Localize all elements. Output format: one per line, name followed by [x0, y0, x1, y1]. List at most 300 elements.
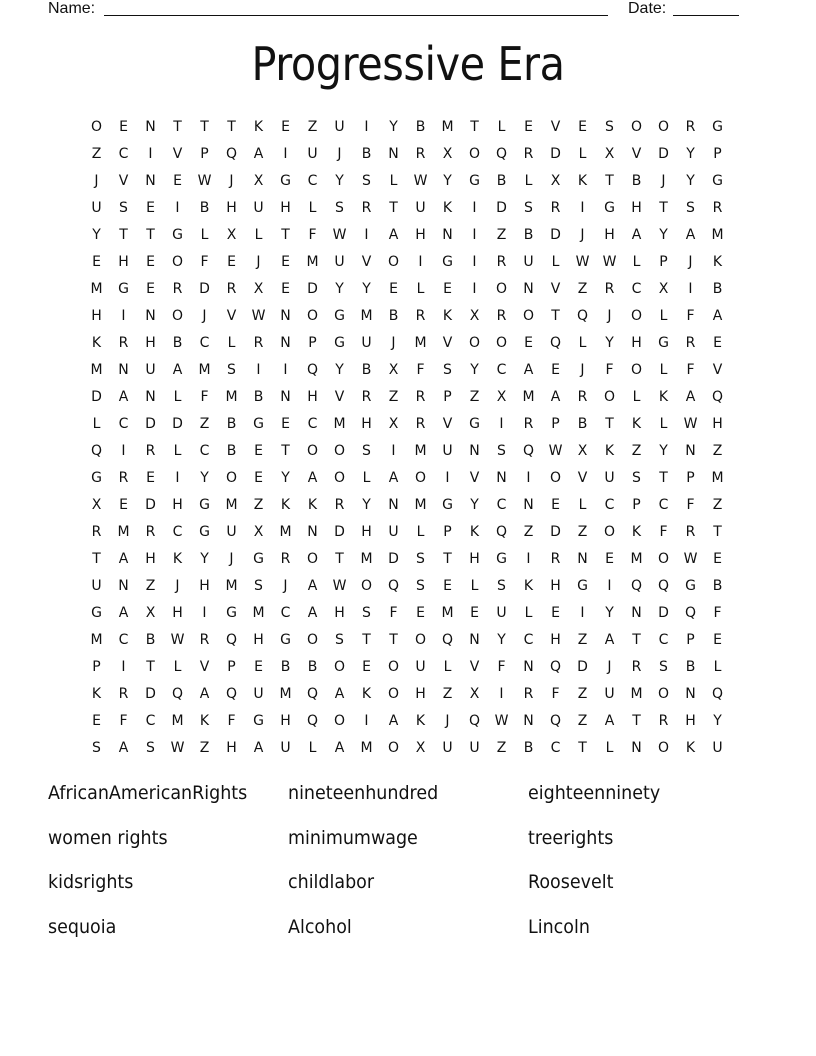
grid-letter[interactable]: R: [550, 199, 561, 216]
grid-letter[interactable]: O: [495, 334, 508, 351]
grid-letter[interactable]: N: [685, 442, 696, 459]
grid-letter[interactable]: U: [442, 442, 453, 459]
grid-letter[interactable]: O: [657, 550, 670, 567]
grid-letter[interactable]: U: [442, 739, 453, 756]
grid-letter[interactable]: H: [631, 199, 642, 216]
grid-letter[interactable]: H: [172, 604, 183, 621]
grid-letter[interactable]: V: [334, 388, 345, 405]
grid-letter[interactable]: M: [360, 307, 373, 324]
grid-letter[interactable]: S: [362, 172, 371, 189]
grid-letter[interactable]: M: [225, 577, 238, 594]
grid-letter[interactable]: D: [91, 388, 102, 405]
grid-letter[interactable]: Z: [631, 442, 642, 459]
grid-letter[interactable]: R: [361, 199, 372, 216]
grid-letter[interactable]: K: [523, 577, 534, 594]
grid-letter[interactable]: F: [200, 253, 209, 270]
grid-letter[interactable]: T: [632, 631, 641, 648]
grid-letter[interactable]: O: [468, 334, 481, 351]
grid-letter[interactable]: V: [199, 658, 210, 675]
grid-letter[interactable]: T: [146, 226, 155, 243]
grid-letter[interactable]: I: [472, 199, 477, 216]
grid-letter[interactable]: Q: [684, 604, 697, 621]
grid-letter[interactable]: Y: [335, 361, 344, 378]
grid-letter[interactable]: Z: [469, 388, 480, 405]
grid-letter[interactable]: R: [145, 523, 156, 540]
grid-letter[interactable]: O: [333, 442, 346, 459]
grid-letter[interactable]: T: [659, 199, 668, 216]
grid-letter[interactable]: Q: [468, 712, 481, 729]
grid-letter[interactable]: Z: [253, 496, 264, 513]
grid-letter[interactable]: Y: [335, 172, 344, 189]
grid-letter[interactable]: R: [523, 145, 534, 162]
grid-letter[interactable]: U: [280, 739, 291, 756]
grid-letter[interactable]: L: [605, 739, 614, 756]
grid-letter[interactable]: D: [145, 415, 156, 432]
word-search-grid[interactable]: [83, 113, 731, 761]
grid-letter[interactable]: Q: [441, 631, 454, 648]
grid-letter[interactable]: Y: [497, 631, 506, 648]
grid-letter[interactable]: R: [631, 658, 642, 675]
grid-letter[interactable]: D: [550, 145, 561, 162]
grid-letter[interactable]: N: [685, 685, 696, 702]
grid-letter[interactable]: U: [415, 658, 426, 675]
grid-letter[interactable]: Y: [659, 226, 668, 243]
grid-letter[interactable]: L: [470, 577, 479, 594]
grid-letter[interactable]: M: [414, 442, 427, 459]
grid-letter[interactable]: C: [658, 496, 669, 513]
grid-letter[interactable]: J: [580, 361, 585, 378]
grid-letter[interactable]: M: [117, 523, 130, 540]
grid-letter[interactable]: B: [415, 118, 426, 135]
grid-letter[interactable]: X: [91, 496, 102, 513]
grid-letter[interactable]: L: [227, 334, 236, 351]
grid-letter[interactable]: U: [253, 199, 264, 216]
grid-letter[interactable]: S: [254, 577, 263, 594]
grid-letter[interactable]: O: [387, 739, 400, 756]
grid-letter[interactable]: R: [415, 415, 426, 432]
grid-letter[interactable]: R: [712, 199, 723, 216]
grid-letter[interactable]: Z: [577, 631, 588, 648]
grid-letter[interactable]: I: [148, 145, 153, 162]
grid-letter[interactable]: O: [306, 631, 319, 648]
grid-letter[interactable]: V: [550, 118, 561, 135]
grid-letter[interactable]: E: [416, 604, 425, 621]
grid-letter[interactable]: N: [307, 523, 318, 540]
grid-letter[interactable]: E: [254, 469, 263, 486]
grid-letter[interactable]: C: [307, 172, 318, 189]
grid-letter[interactable]: Y: [686, 172, 695, 189]
grid-letter[interactable]: A: [604, 631, 615, 648]
grid-letter[interactable]: V: [118, 172, 129, 189]
grid-letter[interactable]: N: [118, 577, 129, 594]
grid-letter[interactable]: O: [225, 469, 238, 486]
grid-letter[interactable]: T: [200, 118, 209, 135]
grid-letter[interactable]: D: [145, 496, 156, 513]
grid-letter[interactable]: C: [145, 712, 156, 729]
grid-letter[interactable]: U: [469, 739, 480, 756]
grid-letter[interactable]: J: [175, 577, 180, 594]
grid-letter[interactable]: H: [550, 577, 561, 594]
grid-letter[interactable]: G: [712, 172, 723, 189]
grid-letter[interactable]: S: [632, 469, 641, 486]
grid-letter[interactable]: Q: [549, 334, 562, 351]
grid-letter[interactable]: H: [253, 631, 264, 648]
grid-letter[interactable]: J: [607, 307, 612, 324]
grid-letter[interactable]: F: [200, 388, 209, 405]
grid-letter[interactable]: Y: [713, 712, 722, 729]
grid-letter[interactable]: W: [575, 253, 590, 270]
grid-letter[interactable]: N: [577, 550, 588, 567]
grid-letter[interactable]: Z: [577, 712, 588, 729]
grid-letter[interactable]: V: [469, 658, 480, 675]
grid-letter[interactable]: T: [659, 469, 668, 486]
grid-letter[interactable]: V: [712, 361, 723, 378]
grid-letter[interactable]: Q: [306, 361, 319, 378]
grid-letter[interactable]: Q: [387, 577, 400, 594]
grid-letter[interactable]: U: [145, 361, 156, 378]
grid-letter[interactable]: Y: [335, 280, 344, 297]
grid-letter[interactable]: G: [604, 199, 615, 216]
grid-letter[interactable]: G: [442, 253, 453, 270]
grid-letter[interactable]: E: [146, 253, 155, 270]
grid-letter[interactable]: S: [119, 199, 128, 216]
grid-letter[interactable]: T: [605, 415, 614, 432]
grid-letter[interactable]: D: [388, 550, 399, 567]
grid-letter[interactable]: Z: [496, 226, 507, 243]
grid-letter[interactable]: P: [713, 145, 722, 162]
grid-letter[interactable]: X: [253, 280, 264, 297]
grid-letter[interactable]: R: [658, 712, 669, 729]
grid-letter[interactable]: M: [441, 604, 454, 621]
grid-letter[interactable]: H: [145, 550, 156, 567]
grid-letter[interactable]: G: [496, 550, 507, 567]
grid-letter[interactable]: E: [281, 280, 290, 297]
grid-letter[interactable]: R: [118, 334, 129, 351]
grid-letter[interactable]: L: [308, 199, 317, 216]
grid-letter[interactable]: N: [631, 604, 642, 621]
grid-letter[interactable]: W: [197, 172, 212, 189]
grid-letter[interactable]: A: [307, 577, 318, 594]
grid-letter[interactable]: A: [388, 226, 399, 243]
grid-letter[interactable]: G: [91, 469, 102, 486]
grid-letter[interactable]: T: [389, 199, 398, 216]
grid-letter[interactable]: M: [441, 118, 454, 135]
grid-letter[interactable]: B: [523, 739, 534, 756]
grid-letter[interactable]: O: [603, 523, 616, 540]
grid-letter[interactable]: R: [253, 334, 264, 351]
grid-letter[interactable]: F: [119, 712, 128, 729]
grid-letter[interactable]: E: [713, 550, 722, 567]
grid-letter[interactable]: L: [524, 172, 533, 189]
grid-letter[interactable]: I: [472, 226, 477, 243]
grid-letter[interactable]: B: [280, 658, 291, 675]
grid-letter[interactable]: C: [658, 631, 669, 648]
grid-letter[interactable]: J: [202, 307, 207, 324]
grid-letter[interactable]: M: [279, 685, 292, 702]
grid-letter[interactable]: Z: [496, 739, 507, 756]
grid-letter[interactable]: Y: [362, 280, 371, 297]
grid-letter[interactable]: S: [659, 658, 668, 675]
grid-letter[interactable]: E: [389, 280, 398, 297]
grid-letter[interactable]: T: [578, 739, 587, 756]
grid-letter[interactable]: Y: [470, 496, 479, 513]
grid-letter[interactable]: E: [551, 604, 560, 621]
grid-letter[interactable]: J: [229, 172, 234, 189]
grid-letter[interactable]: K: [631, 415, 642, 432]
grid-letter[interactable]: X: [496, 388, 507, 405]
grid-letter[interactable]: O: [657, 118, 670, 135]
grid-letter[interactable]: L: [254, 226, 263, 243]
grid-letter[interactable]: T: [605, 172, 614, 189]
grid-letter[interactable]: W: [602, 253, 617, 270]
grid-letter[interactable]: P: [308, 334, 317, 351]
grid-letter[interactable]: G: [253, 550, 264, 567]
grid-letter[interactable]: B: [172, 334, 183, 351]
grid-letter[interactable]: I: [688, 280, 693, 297]
grid-letter[interactable]: Y: [389, 118, 398, 135]
grid-letter[interactable]: K: [469, 523, 480, 540]
grid-letter[interactable]: P: [551, 415, 560, 432]
grid-letter[interactable]: R: [523, 685, 534, 702]
grid-letter[interactable]: I: [175, 469, 180, 486]
grid-letter[interactable]: A: [712, 307, 723, 324]
grid-letter[interactable]: L: [524, 604, 533, 621]
grid-letter[interactable]: E: [551, 361, 560, 378]
grid-letter[interactable]: E: [524, 334, 533, 351]
grid-letter[interactable]: V: [469, 469, 480, 486]
grid-letter[interactable]: Q: [576, 307, 589, 324]
grid-letter[interactable]: P: [632, 496, 641, 513]
grid-letter[interactable]: R: [496, 307, 507, 324]
grid-letter[interactable]: J: [94, 172, 99, 189]
grid-letter[interactable]: Q: [711, 685, 724, 702]
grid-letter[interactable]: Q: [306, 685, 319, 702]
grid-letter[interactable]: G: [253, 712, 264, 729]
grid-letter[interactable]: W: [683, 415, 698, 432]
grid-letter[interactable]: Q: [225, 631, 238, 648]
grid-letter[interactable]: A: [118, 388, 129, 405]
grid-letter[interactable]: C: [118, 145, 129, 162]
grid-letter[interactable]: N: [145, 388, 156, 405]
grid-letter[interactable]: X: [253, 172, 264, 189]
grid-letter[interactable]: T: [281, 226, 290, 243]
grid-letter[interactable]: R: [334, 496, 345, 513]
grid-letter[interactable]: Q: [171, 685, 184, 702]
grid-letter[interactable]: O: [333, 469, 346, 486]
grid-letter[interactable]: K: [253, 118, 264, 135]
grid-letter[interactable]: Y: [605, 334, 614, 351]
grid-letter[interactable]: A: [199, 685, 210, 702]
grid-letter[interactable]: F: [389, 604, 398, 621]
grid-letter[interactable]: X: [226, 226, 237, 243]
grid-letter[interactable]: T: [227, 118, 236, 135]
grid-letter[interactable]: U: [91, 199, 102, 216]
grid-letter[interactable]: U: [388, 523, 399, 540]
grid-letter[interactable]: A: [631, 226, 642, 243]
grid-letter[interactable]: E: [119, 496, 128, 513]
grid-letter[interactable]: K: [91, 334, 102, 351]
grid-letter[interactable]: B: [712, 577, 723, 594]
grid-letter[interactable]: F: [308, 226, 317, 243]
grid-letter[interactable]: U: [334, 253, 345, 270]
grid-letter[interactable]: E: [254, 442, 263, 459]
grid-letter[interactable]: D: [145, 685, 156, 702]
date-blank-line[interactable]: [673, 15, 739, 16]
grid-letter[interactable]: K: [577, 172, 588, 189]
grid-letter[interactable]: X: [253, 523, 264, 540]
grid-letter[interactable]: I: [472, 253, 477, 270]
grid-letter[interactable]: K: [604, 442, 615, 459]
grid-letter[interactable]: T: [335, 550, 344, 567]
grid-letter[interactable]: J: [256, 253, 261, 270]
grid-letter[interactable]: F: [605, 361, 614, 378]
grid-letter[interactable]: E: [281, 253, 290, 270]
grid-letter[interactable]: U: [253, 685, 264, 702]
grid-letter[interactable]: E: [281, 415, 290, 432]
grid-letter[interactable]: G: [253, 415, 264, 432]
grid-letter[interactable]: W: [170, 739, 185, 756]
grid-letter[interactable]: B: [361, 361, 372, 378]
grid-letter[interactable]: O: [468, 145, 481, 162]
grid-letter[interactable]: O: [657, 739, 670, 756]
grid-letter[interactable]: Z: [577, 523, 588, 540]
grid-letter[interactable]: O: [414, 469, 427, 486]
grid-letter[interactable]: G: [442, 496, 453, 513]
grid-letter[interactable]: L: [443, 658, 452, 675]
grid-letter[interactable]: V: [442, 415, 453, 432]
grid-letter[interactable]: L: [173, 658, 182, 675]
grid-letter[interactable]: L: [173, 388, 182, 405]
grid-letter[interactable]: S: [524, 199, 533, 216]
grid-letter[interactable]: O: [306, 550, 319, 567]
grid-letter[interactable]: H: [712, 415, 723, 432]
grid-letter[interactable]: S: [335, 631, 344, 648]
grid-letter[interactable]: I: [499, 415, 504, 432]
grid-letter[interactable]: G: [469, 415, 480, 432]
grid-letter[interactable]: D: [550, 523, 561, 540]
grid-letter[interactable]: U: [523, 253, 534, 270]
grid-letter[interactable]: H: [334, 604, 345, 621]
grid-letter[interactable]: L: [659, 361, 668, 378]
grid-letter[interactable]: K: [685, 739, 696, 756]
grid-letter[interactable]: T: [713, 523, 722, 540]
grid-letter[interactable]: X: [442, 145, 453, 162]
grid-letter[interactable]: E: [173, 172, 182, 189]
grid-letter[interactable]: Z: [91, 145, 102, 162]
grid-letter[interactable]: E: [92, 253, 101, 270]
grid-letter[interactable]: X: [469, 307, 480, 324]
grid-letter[interactable]: G: [172, 226, 183, 243]
grid-letter[interactable]: L: [173, 442, 182, 459]
grid-letter[interactable]: G: [658, 334, 669, 351]
grid-letter[interactable]: J: [445, 712, 450, 729]
grid-letter[interactable]: W: [332, 226, 347, 243]
grid-letter[interactable]: S: [686, 199, 695, 216]
grid-letter[interactable]: C: [118, 415, 129, 432]
grid-letter[interactable]: Z: [577, 280, 588, 297]
grid-letter[interactable]: Z: [577, 685, 588, 702]
grid-letter[interactable]: C: [172, 523, 183, 540]
grid-letter[interactable]: W: [494, 712, 509, 729]
grid-letter[interactable]: L: [659, 415, 668, 432]
grid-letter[interactable]: A: [523, 361, 534, 378]
grid-letter[interactable]: Z: [199, 415, 210, 432]
grid-letter[interactable]: W: [170, 631, 185, 648]
grid-letter[interactable]: S: [416, 577, 425, 594]
grid-letter[interactable]: R: [685, 118, 696, 135]
grid-letter[interactable]: V: [442, 334, 453, 351]
grid-letter[interactable]: H: [550, 631, 561, 648]
grid-letter[interactable]: S: [362, 442, 371, 459]
grid-letter[interactable]: L: [578, 334, 587, 351]
grid-letter[interactable]: P: [686, 469, 695, 486]
grid-letter[interactable]: N: [388, 145, 399, 162]
grid-letter[interactable]: X: [388, 361, 399, 378]
grid-letter[interactable]: E: [524, 118, 533, 135]
grid-letter[interactable]: F: [659, 523, 668, 540]
grid-letter[interactable]: K: [442, 199, 453, 216]
grid-letter[interactable]: Y: [92, 226, 101, 243]
grid-letter[interactable]: N: [145, 307, 156, 324]
grid-letter[interactable]: Q: [225, 685, 238, 702]
grid-letter[interactable]: E: [713, 334, 722, 351]
grid-letter[interactable]: M: [306, 253, 319, 270]
grid-letter[interactable]: X: [388, 415, 399, 432]
grid-letter[interactable]: Q: [657, 577, 670, 594]
grid-letter[interactable]: K: [442, 307, 453, 324]
grid-letter[interactable]: I: [580, 604, 585, 621]
grid-letter[interactable]: O: [495, 280, 508, 297]
grid-letter[interactable]: I: [121, 307, 126, 324]
grid-letter[interactable]: R: [118, 685, 129, 702]
grid-letter[interactable]: A: [685, 388, 696, 405]
grid-letter[interactable]: L: [362, 469, 371, 486]
grid-letter[interactable]: N: [388, 496, 399, 513]
grid-letter[interactable]: G: [334, 334, 345, 351]
grid-letter[interactable]: O: [333, 712, 346, 729]
grid-letter[interactable]: R: [199, 631, 210, 648]
grid-letter[interactable]: G: [334, 307, 345, 324]
grid-letter[interactable]: Q: [711, 388, 724, 405]
grid-letter[interactable]: G: [469, 172, 480, 189]
grid-letter[interactable]: B: [577, 415, 588, 432]
grid-letter[interactable]: I: [256, 361, 261, 378]
grid-letter[interactable]: T: [119, 226, 128, 243]
grid-letter[interactable]: E: [119, 118, 128, 135]
grid-letter[interactable]: J: [391, 334, 396, 351]
grid-letter[interactable]: Y: [605, 604, 614, 621]
grid-letter[interactable]: Q: [630, 577, 643, 594]
grid-letter[interactable]: E: [146, 280, 155, 297]
grid-letter[interactable]: R: [496, 253, 507, 270]
grid-letter[interactable]: R: [550, 550, 561, 567]
grid-letter[interactable]: L: [416, 280, 425, 297]
grid-letter[interactable]: M: [225, 496, 238, 513]
grid-letter[interactable]: S: [362, 604, 371, 621]
grid-letter[interactable]: R: [280, 550, 291, 567]
grid-letter[interactable]: V: [361, 253, 372, 270]
grid-letter[interactable]: H: [631, 334, 642, 351]
grid-letter[interactable]: Z: [307, 118, 318, 135]
grid-letter[interactable]: P: [686, 631, 695, 648]
grid-letter[interactable]: O: [522, 307, 535, 324]
grid-letter[interactable]: I: [445, 469, 450, 486]
grid-letter[interactable]: R: [415, 388, 426, 405]
grid-letter[interactable]: R: [226, 280, 237, 297]
grid-letter[interactable]: U: [496, 604, 507, 621]
grid-letter[interactable]: M: [252, 604, 265, 621]
grid-letter[interactable]: Q: [495, 145, 508, 162]
